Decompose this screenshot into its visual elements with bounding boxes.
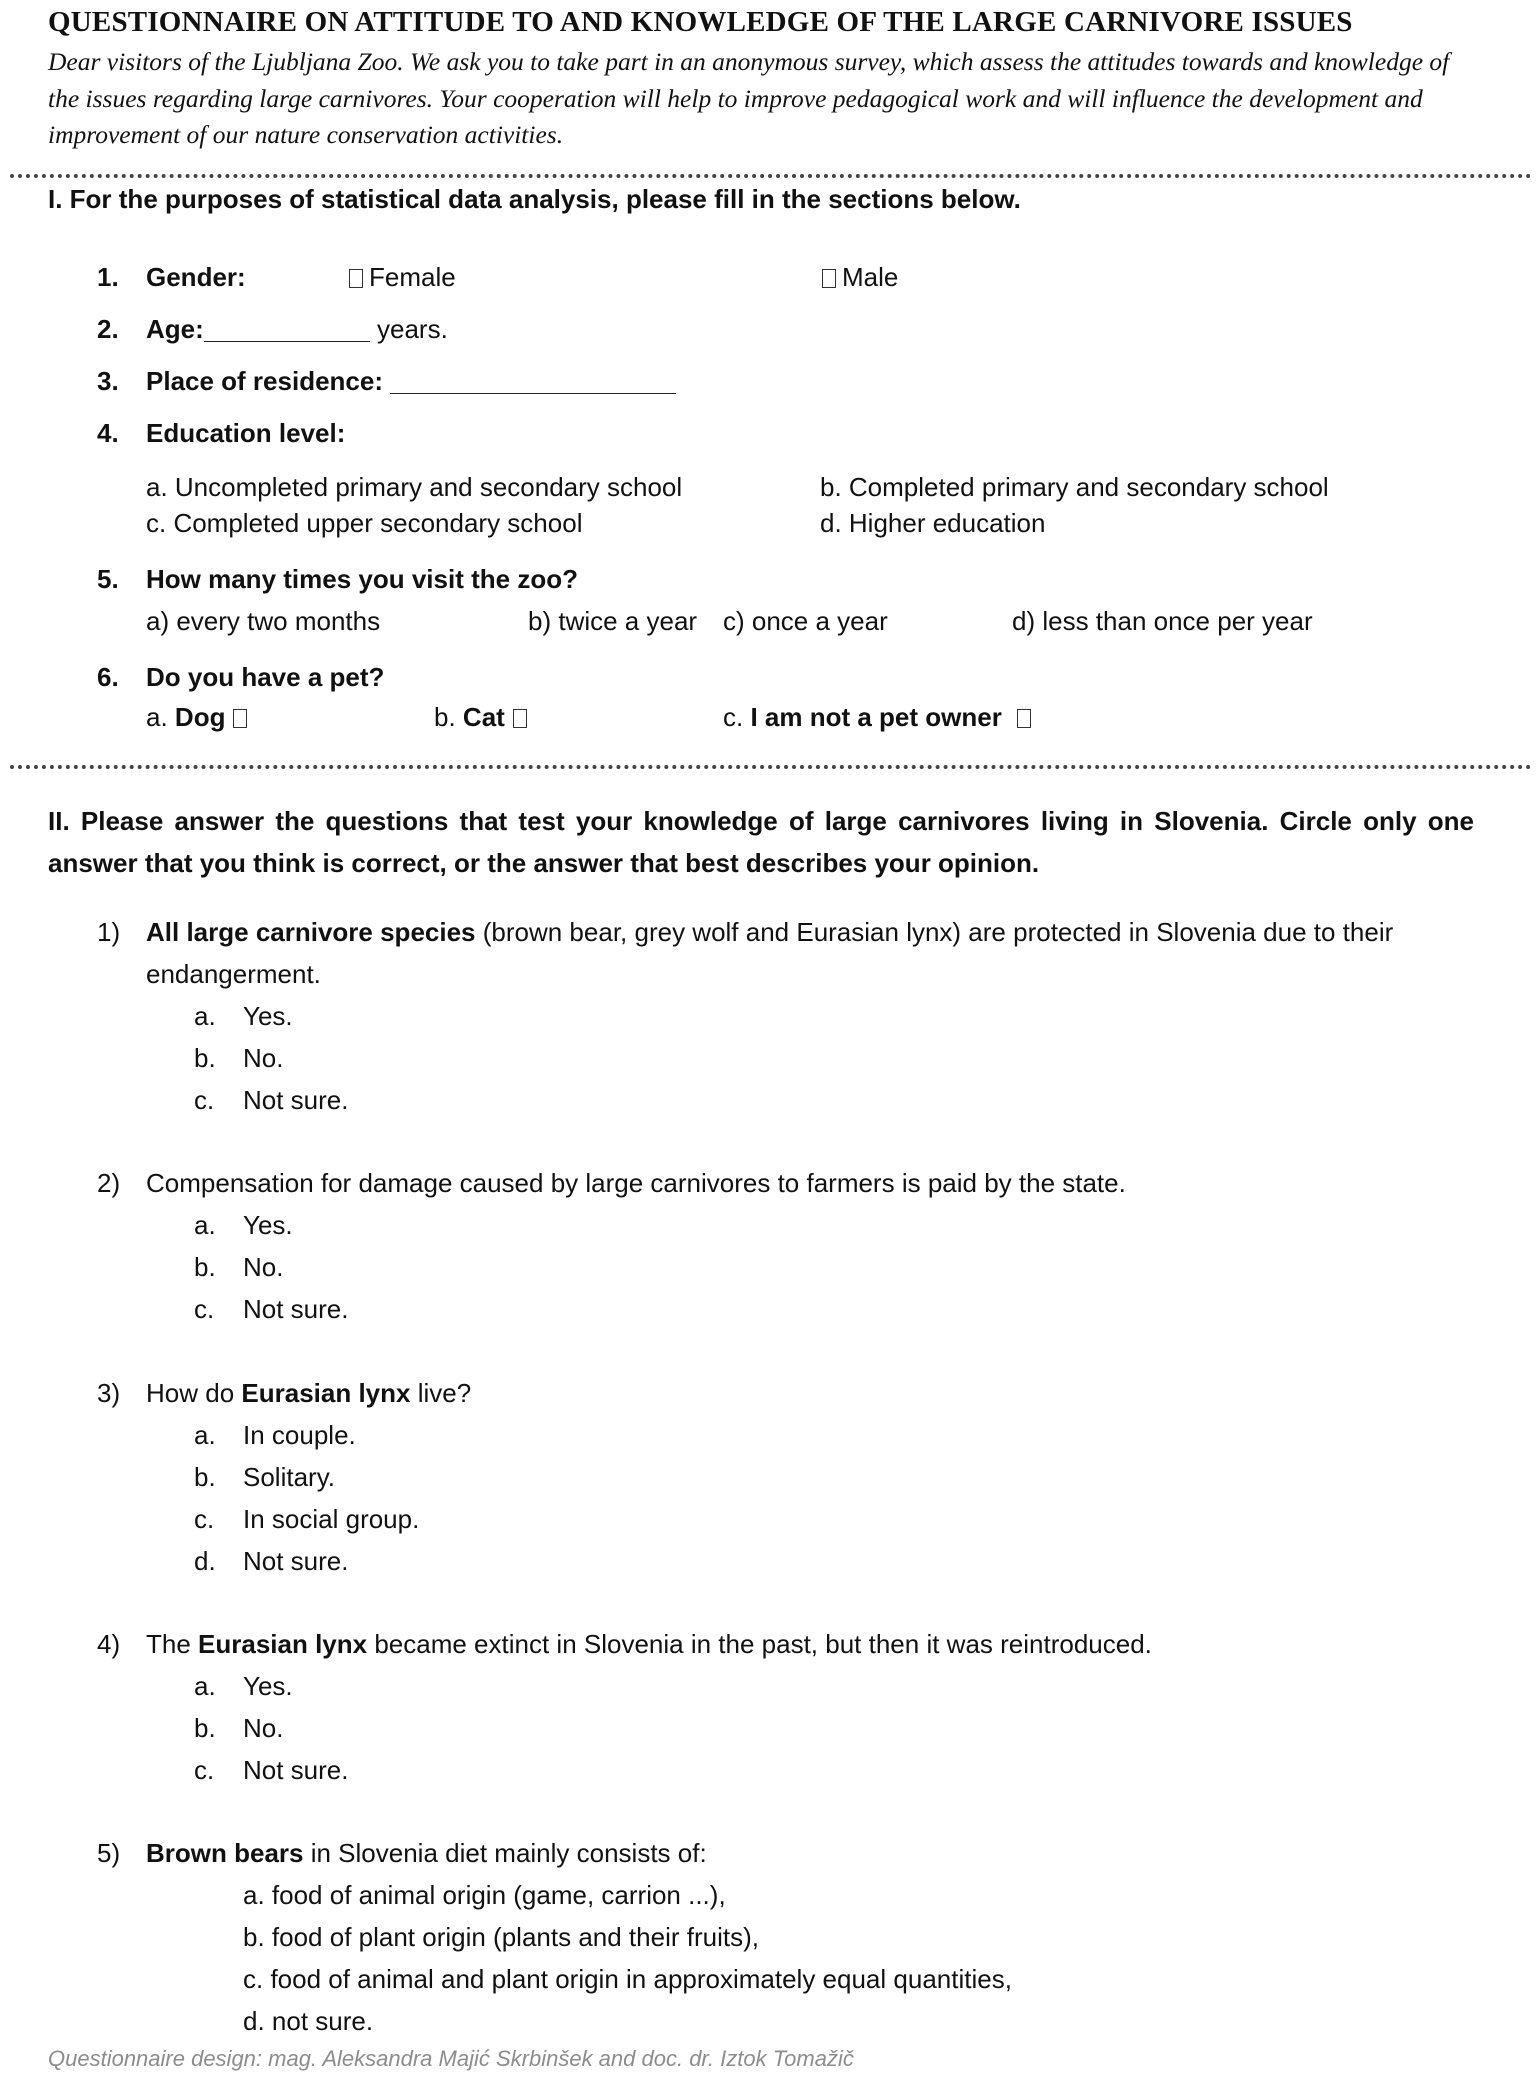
- pet-dog-prefix: a.: [146, 702, 168, 732]
- k-q3-option-b-letter: b.: [194, 1462, 216, 1492]
- no-pet-checkbox[interactable]: [1017, 709, 1031, 728]
- pet-cat-label: Cat: [462, 702, 505, 732]
- k-q3-option-a-letter: a.: [194, 1420, 216, 1450]
- k-q3-post: live?: [410, 1378, 472, 1408]
- zoo-visits-label: How many times you visit the zoo?: [146, 564, 578, 594]
- cat-checkbox[interactable]: [513, 709, 527, 728]
- k-q1-option-a-letter: a.: [194, 1001, 216, 1031]
- k-q3-bold: Eurasian lynx: [241, 1378, 411, 1408]
- k-q5-option-c[interactable]: c. food of animal and plant origin in approximately equal quantities,: [243, 1964, 1012, 1994]
- q5-number: 5.: [97, 564, 119, 594]
- education-label: Education level:: [146, 418, 346, 448]
- k-q3-option-d-letter: d.: [194, 1546, 216, 1576]
- pet-label: Do you have a pet?: [146, 662, 385, 692]
- k-q1-option-c[interactable]: Not sure.: [243, 1085, 349, 1115]
- gender-label: Gender:: [146, 262, 246, 292]
- k-q2-option-b[interactable]: No.: [243, 1252, 284, 1282]
- female-label: Female: [369, 262, 456, 292]
- k-q1-text: [146, 917, 1393, 948]
- gender-female-option[interactable]: [349, 262, 456, 293]
- k-q2-option-a[interactable]: Yes.: [243, 1210, 293, 1240]
- age-input-line[interactable]: [204, 319, 370, 342]
- k-q4-option-a[interactable]: Yes.: [243, 1671, 293, 1701]
- k-q1-option-a[interactable]: Yes.: [243, 1001, 293, 1031]
- pet-option-none[interactable]: [723, 702, 1031, 733]
- pet-option-cat[interactable]: [434, 702, 527, 733]
- dog-checkbox[interactable]: [233, 709, 247, 728]
- k-q1-bold: All large carnivore species: [146, 917, 476, 947]
- age-label: Age:: [146, 314, 204, 344]
- k-q4-pre: The: [146, 1629, 199, 1659]
- k-q5-post: in Slovenia diet mainly consists of:: [303, 1838, 707, 1868]
- k-q2-option-c-letter: c.: [194, 1294, 215, 1324]
- pet-cat-prefix: b.: [434, 702, 456, 732]
- intro-paragraph: Dear visitors of the Ljubljana Zoo. We ask you to take part in an anonymous survey, which assess the attitudes towards and knowledge of the issues regarding large carnivores. Your cooperation will help to improve pedagogical work and will influence the development and improvement of our nature conservation activities.: [48, 47, 1450, 149]
- zoo-visits-option-c[interactable]: c) once a year: [723, 606, 888, 636]
- education-option-d[interactable]: d. Higher education: [820, 508, 1046, 538]
- k-q4-bold: Eurasian lynx: [198, 1629, 368, 1659]
- q6-number: 6.: [97, 662, 119, 692]
- male-label: Male: [842, 262, 899, 292]
- zoo-visits-option-a[interactable]: a) every two months: [146, 606, 381, 636]
- pet-option-dog[interactable]: [146, 702, 247, 733]
- q1-number: 1.: [97, 262, 119, 292]
- k-q4-option-c[interactable]: Not sure.: [243, 1755, 349, 1785]
- k-q3-option-c-letter: c.: [194, 1504, 215, 1534]
- k-q2-text: Compensation for damage caused by large carnivores to farmers is paid by the state.: [146, 1168, 1126, 1198]
- k-q3-pre: How do: [146, 1378, 242, 1408]
- k-q3-option-a[interactable]: In couple.: [243, 1420, 356, 1450]
- section-1-title: I. For the purposes of statistical data analysis, please fill in the sections below.: [48, 184, 1021, 214]
- k-q5-bold: Brown bears: [146, 1838, 304, 1868]
- female-checkbox[interactable]: [349, 269, 363, 288]
- footer-credit: Questionnaire design: mag. Aleksandra Majić Skrbinšek and doc. dr. Iztok Tomažič: [48, 2046, 854, 2071]
- k-q4-number: 4): [97, 1629, 121, 1659]
- pet-none-prefix: c.: [723, 702, 744, 732]
- q3-number: 3.: [97, 366, 119, 396]
- k-q4-option-c-letter: c.: [194, 1755, 215, 1785]
- zoo-visits-option-b[interactable]: b) twice a year: [528, 606, 698, 636]
- k-q4-post: became extinct in Slovenia in the past, but then it was reintroduced.: [367, 1629, 1152, 1659]
- residence-input-line[interactable]: [390, 371, 676, 394]
- k-q2-option-b-letter: b.: [194, 1252, 216, 1282]
- k-q1-number: 1): [97, 917, 121, 947]
- zoo-visits-option-d[interactable]: d) less than once per year: [1012, 606, 1313, 636]
- k-q4-option-b[interactable]: No.: [243, 1713, 284, 1743]
- k-q3-text: [146, 1378, 471, 1409]
- k-q5-option-a[interactable]: a. food of animal origin (game, carrion ...),: [243, 1880, 726, 1910]
- k-q1-option-b[interactable]: No.: [243, 1043, 284, 1073]
- pet-dog-label: Dog: [174, 702, 226, 732]
- k-q5-option-b[interactable]: b. food of plant origin (plants and their fruits),: [243, 1922, 759, 1952]
- gender-male-option[interactable]: [822, 262, 898, 293]
- k-q2-option-a-letter: a.: [194, 1210, 216, 1240]
- age-suffix: years.: [377, 314, 448, 344]
- residence-row: [146, 366, 676, 397]
- k-q3-option-d[interactable]: Not sure.: [243, 1546, 349, 1576]
- age-row: [146, 314, 448, 345]
- k-q1-option-c-letter: c.: [194, 1085, 215, 1115]
- k-q3-option-b[interactable]: Solitary.: [243, 1462, 335, 1492]
- q4-number: 4.: [97, 418, 119, 448]
- k-q2-option-c[interactable]: Not sure.: [243, 1294, 349, 1324]
- dotted-divider: [10, 765, 1532, 769]
- dotted-divider: [10, 174, 1532, 178]
- k-q4-option-b-letter: b.: [194, 1713, 216, 1743]
- k-q5-option-d[interactable]: d. not sure.: [243, 2006, 374, 2036]
- education-option-c[interactable]: c. Completed upper secondary school: [146, 508, 583, 538]
- k-q5-number: 5): [97, 1838, 121, 1868]
- section-2-title: II. Please answer the questions that test your knowledge of large carnivores living in Slovenia. Circle only one answer that you think is correct, or the answer that best describes your opinion.: [48, 806, 1474, 878]
- k-q4-option-a-letter: a.: [194, 1671, 216, 1701]
- document-title: QUESTIONNAIRE ON ATTITUDE TO AND KNOWLEDGE OF THE LARGE CARNIVORE ISSUES: [48, 6, 1353, 38]
- q2-number: 2.: [97, 314, 119, 344]
- k-q5-text: [146, 1838, 707, 1869]
- k-q1-text-cont: endangerment.: [146, 959, 321, 989]
- education-option-b[interactable]: b. Completed primary and secondary school: [820, 472, 1329, 502]
- k-q3-number: 3): [97, 1378, 121, 1408]
- residence-label: Place of residence:: [146, 366, 383, 396]
- male-checkbox[interactable]: [822, 269, 836, 288]
- k-q3-option-c[interactable]: In social group.: [243, 1504, 420, 1534]
- k-q4-text: [146, 1629, 1152, 1660]
- k-q1-rest: (brown bear, grey wolf and Eurasian lynx) are protected in Slovenia due to their: [475, 917, 1394, 947]
- education-option-a[interactable]: a. Uncompleted primary and secondary school: [146, 472, 683, 502]
- k-q2-number: 2): [97, 1168, 121, 1198]
- k-q1-option-b-letter: b.: [194, 1043, 216, 1073]
- pet-none-label: I am not a pet owner: [750, 702, 1002, 732]
